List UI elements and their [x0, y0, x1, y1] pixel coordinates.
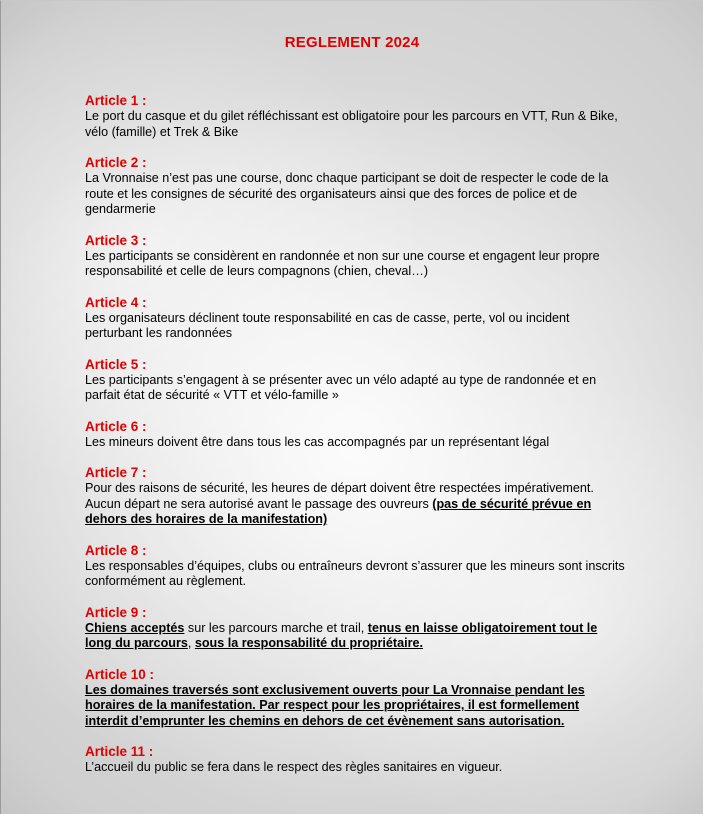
- article-2: [85, 155, 625, 218]
- article-body: [85, 683, 625, 730]
- article-body: [85, 373, 625, 404]
- article-title: Article 11 :: [85, 744, 154, 759]
- article-body: [85, 559, 625, 590]
- article-text: Pour des raisons de sécurité, les heures de départ doivent être respectées impérativement. Aucun départ ne sera autorisé avant le passage des ouvreurs: [85, 481, 594, 511]
- article-text: sur les parcours marche et trail,: [184, 620, 368, 635]
- article-body: [85, 760, 625, 776]
- article-body: [85, 311, 625, 342]
- article-5: [85, 357, 625, 404]
- article-title: Article 9 :: [85, 604, 147, 620]
- article-body: [85, 435, 625, 451]
- article-body: [85, 621, 625, 652]
- article-title: Article 10 :: [85, 666, 155, 682]
- article-4: [85, 295, 625, 342]
- article-body: [85, 249, 625, 280]
- article-text: Les organisateurs déclinent toute responsabilité en cas de casse, perte, vol ou incident perturbant les randonnées: [85, 310, 570, 340]
- article-8: [85, 543, 625, 590]
- article-text: Les participants s’engagent à se présenter avec un vélo adapté au type de randonnée et en parfait état de sécurité « VTT et vélo-famille »: [85, 372, 597, 402]
- article-text: Les mineurs doivent être dans tous les cas accompagnés par un représentant légal: [85, 434, 550, 449]
- article-1: [85, 93, 625, 140]
- article-3: [85, 233, 625, 280]
- article-emphasis-text: Les domaines traversés sont exclusivement ouverts pour La Vronnaise pendant les horaires de la manifestation. Par respect pour les propriétaires, il est formellement interdit d’emprunter les chemins en dehors de cet évènement sans autorisation.: [85, 682, 585, 728]
- article-9: [85, 605, 625, 652]
- article-text: ,: [187, 636, 195, 650]
- article-title: Article 2 :: [85, 155, 147, 170]
- article-7: [85, 465, 625, 528]
- article-title: Article 4 :: [85, 294, 147, 310]
- article-11: [85, 744, 625, 776]
- article-title: Article 8 :: [85, 542, 147, 558]
- article-text: L’accueil du public se fera dans le respect des règles sanitaires en vigueur.: [85, 760, 503, 774]
- article-text: Les responsables d’équipes, clubs ou entraîneurs devront s’assurer que les mineurs sont inscrits conformément au règlement.: [85, 558, 625, 588]
- article-body: [85, 171, 625, 218]
- article-emphasis-text: Chiens acceptés: [85, 620, 185, 635]
- article-title: Article 6 :: [85, 418, 147, 434]
- article-title: Article 3 :: [85, 232, 147, 248]
- article-title: Article 5 :: [85, 356, 147, 372]
- article-body: [85, 481, 625, 528]
- article-title: Article 1 :: [85, 93, 147, 108]
- page-title: REGLEMENT 2024: [284, 34, 420, 51]
- article-emphasis-text: sous la responsabilité du propriétaire.: [194, 636, 424, 650]
- article-text: Les participants se considèrent en randonnée et non sur une course et engagent leur propre responsabilité et celle de leurs compagnons (chien, cheval…): [85, 248, 600, 278]
- article-10: [85, 667, 625, 730]
- article-6: [85, 419, 625, 451]
- article-text: La Vronnaise n’est pas une course, donc chaque participant se doit de respecter le code de la route et les consignes de sécurité des organisateurs ainsi que des forces de police et de gendarmerie: [85, 171, 609, 216]
- article-title: Article 7 :: [85, 465, 147, 480]
- article-text: Le port du casque et du gilet réfléchissant est obligatoire pour les parcours en VTT, Run & Bike, vélo (famille) et Trek & Bike: [85, 109, 618, 139]
- article-emphasis-text: tenus en laisse obligatoirement tout le long du parcours: [85, 620, 598, 650]
- articles-list: [85, 93, 625, 791]
- article-body: [85, 109, 625, 140]
- article-emphasis-text: (pas de sécurité prévue en dehors des horaires de la manifestation): [85, 496, 592, 526]
